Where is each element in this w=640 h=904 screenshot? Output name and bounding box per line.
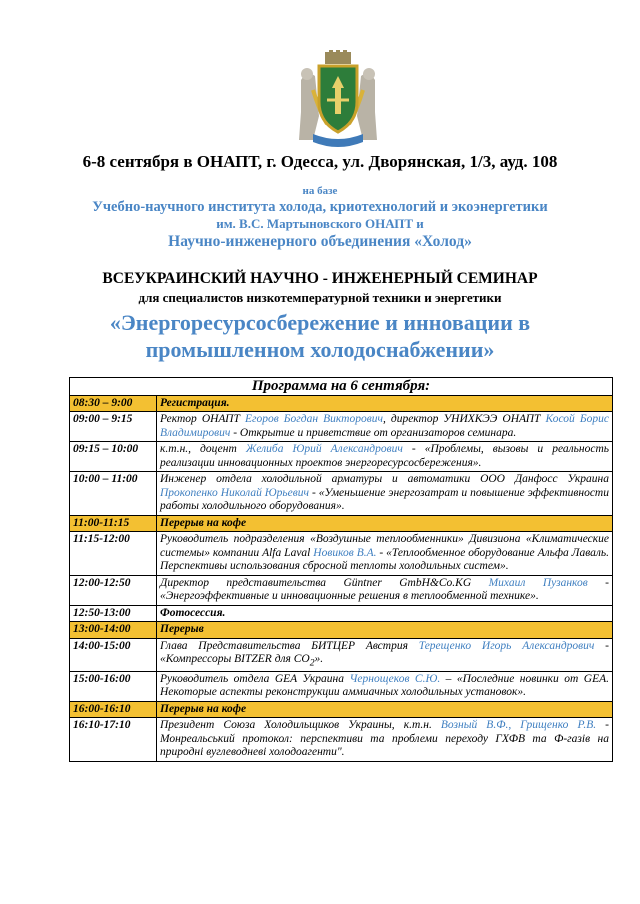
program-text: Ректор ОНАПТ Егоров Богдан Викторович, директор УНИХКЭЭ ОНАПТ Косой Борис Владимирович - Открытие и приветствие от организаторов семинара. — [157, 412, 613, 442]
speaker-name: Михаил Пузанков — [488, 576, 588, 589]
program-text: Руководитель отдела GEA Украина Чернощеков С.Ю. – «Последние новинки от GEA. Некоторые аспекты реконструкции аммиачных холодильных установок». — [157, 671, 613, 701]
speaker-name: Желиба Юрий Александрович — [245, 443, 403, 455]
program-row — [70, 575, 613, 605]
program-time: 15:00-16:00 — [70, 671, 157, 701]
program-time: 16:10-17:10 — [70, 718, 157, 762]
institute-line-2: им. В.С. Мартыновского ОНАПТ и — [216, 216, 424, 231]
university-emblem-icon — [283, 50, 393, 150]
program-text: Руководитель подразделения «Воздушные теплообменники» Дивизиона «Климатические системы» компании Alfa Laval Новиков В.А. - «Теплообменное оборудование Альфа Лаваль. Перспективы использования сбросной теплоты холодильных систем». — [157, 532, 613, 576]
event-date-place: 6-8 сентября в ОНАПТ, г. Одесса, ул. Дворянская, 1/3, ауд. 108 — [82, 152, 558, 171]
program-row-break — [70, 622, 613, 639]
seminar-theme-line-1: «Энергоресурсосбережение и инновации в — [109, 310, 531, 335]
speaker-name: Егоров Богдан Викторович — [244, 413, 383, 425]
program-row — [70, 412, 613, 442]
program-time: 08:30 – 9:00 — [70, 395, 157, 412]
program-row — [70, 472, 613, 516]
seminar-title: ВСЕУКРАИНСКИЙ НАУЧНО - ИНЖЕНЕРНЫЙ СЕМИНАР — [102, 270, 538, 287]
program-table — [69, 377, 613, 762]
program-row — [70, 718, 613, 762]
program-time: 11:15-12:00 — [70, 532, 157, 576]
program-text: Фотосессия. — [157, 605, 613, 622]
program-text: к.т.н., доцент Желиба Юрий Александрович - «Проблемы, вызовы и реальность реализации инновационных проектов энергоресурсосбережения». — [157, 442, 613, 472]
program-time: 12:50-13:00 — [70, 605, 157, 622]
program-row — [70, 671, 613, 701]
program-text: Перерыв — [157, 622, 613, 639]
speaker-name: Терещенко Игорь Александрович — [418, 639, 595, 652]
association-name: Научно-инженерного объединения «Холод» — [168, 233, 472, 250]
speaker-name: Возный В.Ф., Грищенко Р.В. — [440, 719, 597, 732]
program-time: 13:00-14:00 — [70, 622, 157, 639]
program-text: Перерыв на кофе — [157, 515, 613, 532]
program-time: 11:00-11:15 — [70, 515, 157, 532]
speaker-name: Косой Борис Владимирович — [160, 413, 610, 439]
program-row — [70, 638, 613, 671]
program-caption-row — [70, 378, 613, 396]
program-time: 16:00-16:10 — [70, 701, 157, 718]
speaker-name: Чернощеков С.Ю. — [349, 672, 441, 685]
program-row — [70, 442, 613, 472]
program-text: Регистрация. — [157, 395, 613, 412]
program-caption: Программа на 6 сентября: — [70, 378, 613, 396]
program-time: 10:00 – 11:00 — [70, 472, 157, 516]
institute-line-1: Учебно-научного института холода, криотехнологий и экоэнергетики — [92, 199, 548, 215]
program-text: Инженер отдела холодильной арматуры и автоматики ООО Данфосс Украина Прокопенко Николай Юрьевич - «Уменьшение энергозатрат и повышение эффективности работы холодильного оборудования». — [157, 472, 613, 516]
program-row-break — [70, 515, 613, 532]
program-text: Президент Союза Холодильщиков Украины, к.т.н. Возный В.Ф., Грищенко Р.В. - Монреальський протокол: перспективи та проблеми переходу ГХФВ та Ф-газів на природні вуглеводневі холодоагенти". — [157, 718, 613, 762]
program-time: 12:00-12:50 — [70, 575, 157, 605]
program-row — [70, 395, 613, 412]
speaker-name: Прокопенко Николай Юрьевич — [160, 486, 309, 499]
seminar-theme-line-2: промышленном холодоснабжении» — [145, 337, 495, 362]
program-text: Перерыв на кофе — [157, 701, 613, 718]
program-time: 09:15 – 10:00 — [70, 442, 157, 472]
program-row — [70, 532, 613, 576]
program-text: Директор представительства Güntner GmbH&Co.KG Михаил Пузанков - «Энергоэффективные и инновационные решения в теплообменной технике». — [157, 575, 613, 605]
based-at-label: на базе — [302, 185, 338, 197]
seminar-audience: для специалистов низкотемпературной техники и энергетики — [138, 290, 502, 305]
program-time: 14:00-15:00 — [70, 638, 157, 671]
program-row — [70, 605, 613, 622]
program-time: 09:00 – 9:15 — [70, 412, 157, 442]
program-row-break — [70, 701, 613, 718]
program-text: Глава Представительства БИТЦЕР Австрия Терещенко Игорь Александрович - «Компрессоры BITZER для $CO_2$». — [157, 638, 613, 671]
speaker-name: Новиков В.А. — [313, 546, 377, 559]
